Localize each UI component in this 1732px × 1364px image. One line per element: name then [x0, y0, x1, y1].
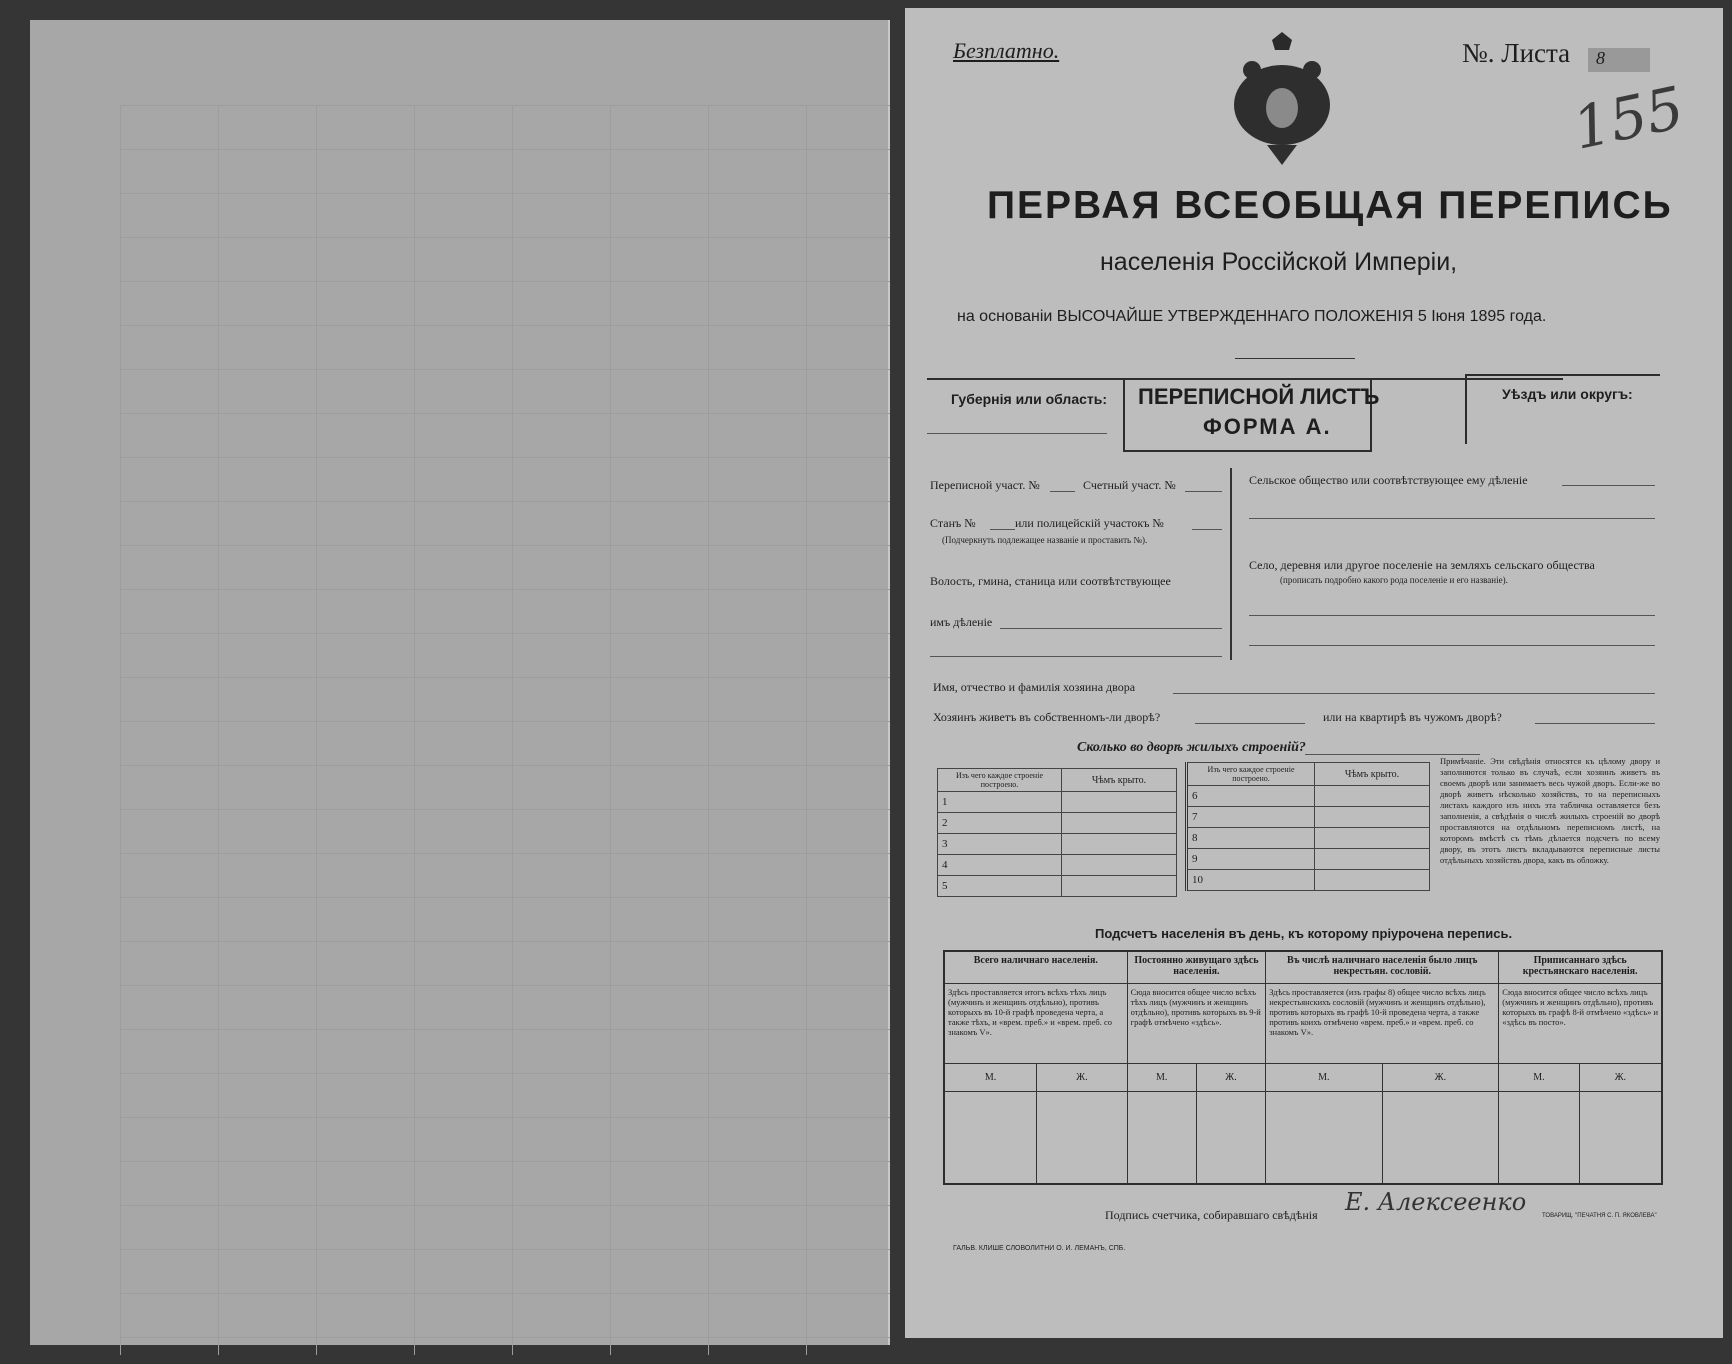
village-field-line2[interactable]	[1249, 645, 1655, 646]
roof-cell[interactable]	[1315, 807, 1430, 828]
row-number: 3	[938, 834, 1062, 855]
male-header: М.	[1499, 1063, 1579, 1091]
rural-society-line2[interactable]	[1249, 518, 1655, 519]
sheet-number-label: №. Листа	[1462, 38, 1571, 68]
printer-left: ГАЛЬВ. КЛИШЕ СЛОВОЛИТНИ О. И. ЛЕМАНЪ, СПБ.	[953, 1245, 1126, 1252]
village-note: (прописать подробно какого рода поселеніе и его названіе).	[1280, 575, 1508, 585]
village-field[interactable]	[1249, 615, 1655, 616]
roof-cell[interactable]	[1062, 876, 1177, 897]
handwritten-page-number: 155	[1567, 73, 1690, 163]
owner-name-label: Имя, отчество и фамилія хозяина двора	[933, 680, 1136, 694]
material-header: Изъ чего каждое строеніе построено.	[1187, 763, 1315, 786]
male-header: М.	[944, 1063, 1037, 1091]
material-header: Изъ чего каждое строеніе построено.	[938, 769, 1062, 792]
district-label: Уѣздъ или округъ:	[1502, 386, 1633, 402]
table-row	[1187, 828, 1430, 849]
police-section-field[interactable]	[1192, 529, 1222, 530]
police-section-label: или полицейскій участокъ №	[1015, 516, 1164, 530]
owner-name-field[interactable]	[1173, 693, 1655, 694]
row-number: 9	[1187, 849, 1315, 870]
roof-cell[interactable]	[1315, 786, 1430, 807]
printer-right: ТОВАРИЩ. "ПЕЧАТНЯ С. П. ЯКОВЛЕВА"	[1542, 1213, 1657, 1219]
count-cell[interactable]	[1266, 1091, 1382, 1184]
roof-cell[interactable]	[1062, 792, 1177, 813]
col-peasant-title: Приписаннаго здѣсь крестьянскаго населенія.	[1499, 951, 1662, 983]
col-nonpeasant-title: Въ числѣ наличнаго населенія было лицъ некрестьян. сословій.	[1266, 951, 1499, 983]
counting-section-field[interactable]	[1185, 491, 1222, 492]
owner-lives-field[interactable]	[1195, 723, 1305, 724]
female-header: Ж.	[1382, 1063, 1499, 1091]
roof-header: Чѣмъ крыто.	[1315, 763, 1430, 786]
underline-note: (Подчеркнуть подлежащее названіе и проставить №).	[942, 535, 1148, 545]
note-paragraph: Примѣчаніе. Эти свѣдѣнія относятся къ цѣлому двору и заполняются только въ случаѣ, если хозяинъ живетъ въ своемъ дворѣ или занимаетъ весь чужой дворъ. Если-же во дворѣ живетъ нѣсколько хозяйствъ, то на переписныхъ листахъ каждого изъ нихъ эта табличка оставляется безъ заполненія, а свѣдѣнія о числѣ жилыхъ строеній во дворѣ проставляются на отдѣльномъ переписномъ листѣ, на которомъ вмѣстѣ съ тѣмъ дѣлается подсчетъ по всему двору, въ этотъ листъ вкладываются переписные листы отдѣльныхъ хозяйствъ двора, какъ въ обложку.	[1440, 756, 1660, 865]
female-header: Ж.	[1196, 1063, 1265, 1091]
volost-extra-line[interactable]	[930, 656, 1222, 657]
rural-society-label: Сельское общество или соотвѣтствующее ему дѣленіе	[1249, 473, 1528, 487]
population-table	[943, 950, 1663, 1185]
row-number: 10	[1187, 870, 1315, 891]
table-row	[938, 834, 1177, 855]
sheet-title: ПЕРЕПИСНОЙ ЛИСТЪ	[1138, 384, 1380, 409]
col-peasant-desc: Сюда вносится общее число всѣхъ лицъ (мужчинъ и женщинъ отдѣльно), противъ которыхъ въ графѣ 8-й отмѣчено «здѣсь» и «здѣсь въ посто».	[1499, 983, 1662, 1063]
male-header: М.	[1127, 1063, 1196, 1091]
table-row	[938, 813, 1177, 834]
buildings-table-right	[1185, 762, 1430, 891]
row-number: 7	[1187, 807, 1315, 828]
owner-rents-field[interactable]	[1535, 723, 1655, 724]
main-title: ПЕРВАЯ ВСЕОБЩАЯ ПЕРЕПИСЬ	[987, 184, 1673, 227]
count-cell[interactable]	[1499, 1091, 1579, 1184]
free-label: Безплатно.	[953, 38, 1060, 63]
row-number: 5	[938, 876, 1062, 897]
imperial-eagle-icon	[1227, 30, 1337, 170]
left-page	[30, 20, 890, 1345]
table-row	[1187, 786, 1430, 807]
roof-header: Чѣмъ крыто.	[1062, 769, 1177, 792]
buildings-table-left	[937, 768, 1177, 897]
owner-lives-label: Хозяинъ живетъ въ собственномъ-ли дворѣ?	[933, 710, 1161, 724]
count-cell[interactable]	[1196, 1091, 1265, 1184]
rural-society-field[interactable]	[1562, 485, 1655, 486]
subtitle: населенія Россійской Имперіи,	[1100, 248, 1458, 276]
village-label: Село, деревня или другое поселеніе на земляхъ сельскаго общества	[1249, 558, 1595, 572]
col-permanent-desc: Сюда вносится общее число всѣхъ тѣхъ лицъ (мужчинъ и женщинъ отдѣльно), противъ которыхъ въ 9-й графѣ отмѣчено «здѣсь».	[1127, 983, 1266, 1063]
table-row	[1187, 870, 1430, 891]
roof-cell[interactable]	[1062, 855, 1177, 876]
table-row	[1187, 849, 1430, 870]
col-total-title: Всего наличнаго населенія.	[944, 951, 1127, 983]
roof-cell[interactable]	[1315, 870, 1430, 891]
owner-rents-label: или на квартирѣ въ чужомъ дворѣ?	[1323, 710, 1502, 724]
census-section-label: Переписной участ. №	[930, 478, 1040, 492]
row-number: 1	[938, 792, 1062, 813]
male-header: М.	[1266, 1063, 1382, 1091]
district-box	[1465, 374, 1660, 444]
table-row	[938, 855, 1177, 876]
female-header: Ж.	[1037, 1063, 1128, 1091]
stan-label: Станъ №	[930, 516, 976, 530]
female-header: Ж.	[1579, 1063, 1662, 1091]
count-cell[interactable]	[1037, 1091, 1128, 1184]
row-number: 4	[938, 855, 1062, 876]
roof-cell[interactable]	[1315, 828, 1430, 849]
col-total-desc: Здѣсь проставляется итогъ всѣхъ тѣхъ лицъ (мужчинъ и женщинъ отдѣльно), противъ которыхъ въ 10-й графѣ проведена черта, а также тѣхъ, и «врем. преб.» и «врем. преб. со знакомъ V».	[944, 983, 1127, 1063]
census-form-page	[905, 8, 1723, 1338]
table-row	[938, 876, 1177, 897]
volost-cont-label: имъ дѣленіе	[930, 615, 993, 629]
count-cell[interactable]	[944, 1091, 1037, 1184]
faded-grid	[120, 105, 890, 1355]
count-cell[interactable]	[1127, 1091, 1196, 1184]
row-number: 8	[1187, 828, 1315, 849]
volost-field[interactable]	[1000, 628, 1222, 629]
table-row	[938, 792, 1177, 813]
ornament-divider	[1235, 358, 1355, 359]
census-section-field[interactable]	[1050, 491, 1075, 492]
population-heading: Подсчетъ населенія въ день, къ которому пріурочена перепись.	[1095, 926, 1513, 941]
roof-cell[interactable]	[1062, 813, 1177, 834]
signature-value: Е. Алексеенко	[1345, 1188, 1527, 1216]
col-nonpeasant-desc: Здѣсь проставляется (изъ графы 8) общее число всѣхъ лицъ некрестьянскихъ сословій (мужчинъ и женщинъ отдѣльно), противъ которыхъ въ графѣ 10-й проведена черта, а также противъ коихъ отмѣчено «врем. преб.» и «врем. преб. со знакомъ V».	[1266, 983, 1499, 1063]
stan-field[interactable]	[990, 529, 1015, 530]
signature-label: Подпись счетчика, собиравшаго свѣдѣнія	[1105, 1208, 1318, 1222]
legal-basis: на основаніи ВЫСОЧАЙШЕ УТВЕРЖДЕННАГО ПОЛОЖЕНІЯ 5 Іюня 1895 года.	[957, 308, 1547, 325]
count-cell[interactable]	[1579, 1091, 1662, 1184]
province-line	[927, 433, 1107, 434]
roof-cell[interactable]	[1062, 834, 1177, 855]
buildings-count-field[interactable]	[1305, 754, 1480, 755]
column-divider	[1230, 468, 1232, 660]
col-permanent-title: Постоянно живущаго здѣсь населенія.	[1127, 951, 1266, 983]
sheet-number-value: 8	[1588, 48, 1650, 72]
volost-label: Волость, гмина, станица или соотвѣтствующее	[930, 574, 1171, 588]
count-cell[interactable]	[1382, 1091, 1499, 1184]
buildings-question: Сколько во дворѣ жилыхъ строеній?	[1077, 740, 1306, 755]
roof-cell[interactable]	[1315, 849, 1430, 870]
table-row	[1187, 807, 1430, 828]
row-number: 2	[938, 813, 1062, 834]
province-label: Губернія или область:	[951, 391, 1108, 407]
row-number: 6	[1187, 786, 1315, 807]
form-label: ФОРМА А.	[1203, 414, 1332, 439]
counting-section-label: Счетный участ. №	[1083, 478, 1176, 492]
